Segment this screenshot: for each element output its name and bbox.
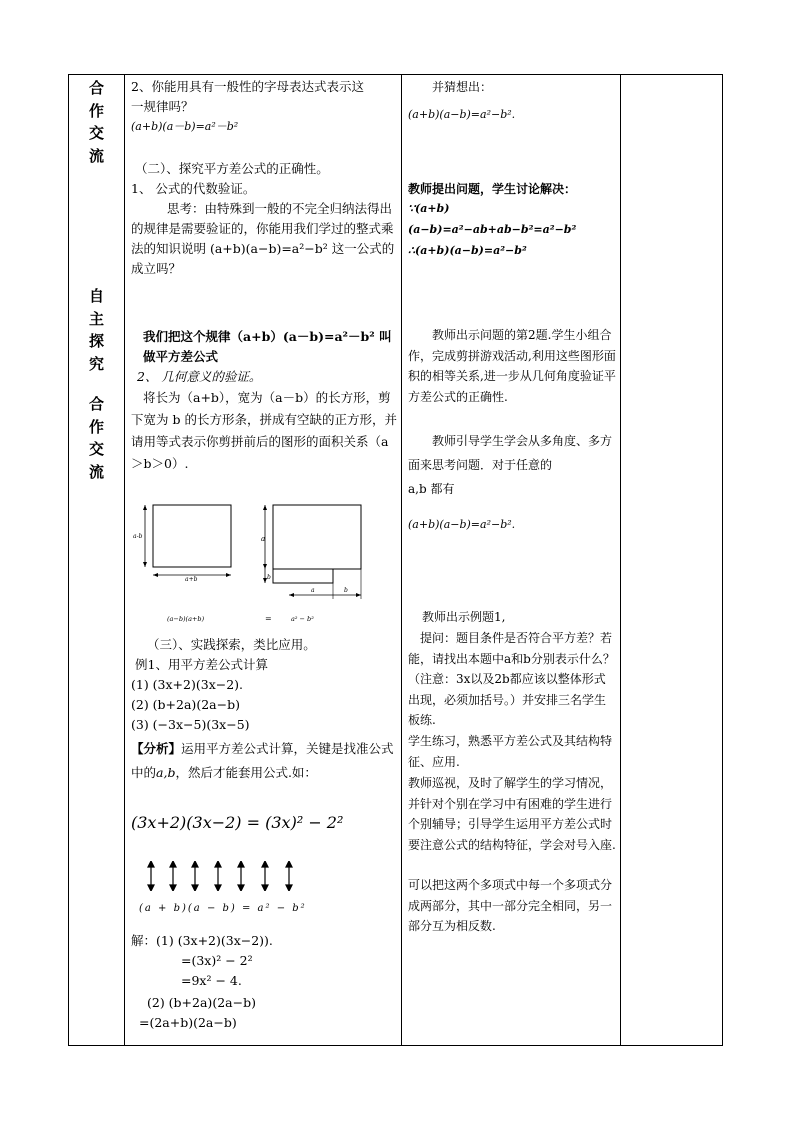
guess-title: 并猜想出： (432, 80, 493, 94)
fig-caption-right: a² − b² (291, 615, 314, 623)
teacher-ask: 提问：题目条件是否符合平方差？若能，请找出本题中a和b分别表示什么？（注意：3x以及2b都应该以整体形式出现，必须加括号。）并安排三名学生板练. (408, 631, 615, 727)
question-2-line1: 2、你能用具有一般性的字母表达式表示这 (131, 79, 364, 94)
formula-difference-squares: (a+b)(a－b)=a²－b² (131, 120, 239, 133)
solution-1-step-a: =(3x)² − 2² (181, 953, 253, 968)
teacher-activity-2: 教师出示问题的第2题.学生小组合作，完成剪拼游戏活动,利用这些图形面积的相等关系,进一步从几何角度验证平方差公式的正确性. (408, 328, 616, 404)
lesson-content-column (125, 75, 401, 1045)
fig-caption-left: (a−b)(a+b) (167, 615, 205, 623)
fig-label-left-side: a-b (133, 533, 143, 540)
fig-label-right-b: b (267, 574, 271, 581)
analysis-text: 【分析】运用平方差公式计算，关键是找准公式中的a,b，然后才能套用公式.如： (131, 741, 394, 780)
example-1-heading: 例1、用平方差公式计算 (135, 657, 268, 672)
formula-general: (a+b)(a−b)=a²−b². (408, 518, 516, 531)
teacher-question: 教师提出问题，学生讨论解决： (408, 182, 577, 196)
geometry-figures (131, 499, 401, 629)
proof-step-2: ∴(a+b)(a−b)=a²−b² (408, 244, 527, 257)
geometric-task: 将长为（a+b），宽为（a－b）的长方形，剪下宽为 b 的长方形条，拼成有空缺的正方形，并请用等式表示你剪拼前后的图形的面积关系（a＞b＞0）. (131, 390, 397, 471)
example-1-part-1: (1) (3x+2)(3x−2). (131, 677, 244, 692)
for-any-ab: a,b 都有 (408, 482, 455, 496)
stage-label-cooperate-top: 合 作 交 流 (88, 79, 104, 165)
solution-2: (2) (b+2a)(2a−b) (147, 995, 256, 1010)
fig-caption-equals: = (265, 614, 272, 623)
example-1-part-3: (3) (−3x−5)(3x−5) (131, 717, 250, 732)
activity-column (402, 75, 620, 1045)
stage-label-column (69, 75, 124, 1045)
example-presentation: 教师出示例题1, (422, 610, 506, 624)
notes-column (621, 75, 722, 1045)
fig-label-right-bottom-a: a (311, 587, 315, 594)
guess-formula: (a+b)(a−b)=a²−b². (408, 108, 516, 121)
law-definition: 我们把这个规律（a+b）(a－b)=a²－b² 叫做平方差公式 (143, 329, 392, 364)
student-practice: 学生练习，熟悉平方差公式及其结构特征、应用. (408, 734, 613, 769)
split-explanation: 可以把这两个多项式中每一个多项式分成两部分，其中一部分完全相同，另一部分互为相反数. (408, 878, 613, 933)
example-1-part-2: (2) (b+2a)(2a−b) (131, 697, 240, 712)
fig-label-right-a: a (261, 535, 266, 543)
question-2-line2: 一规律吗？ (131, 99, 194, 114)
correspondence-arrows (143, 861, 303, 891)
think-question: 思考：由特殊到一般的不完全归纳法得出的规律是需要验证的，你能用我们学过的整式乘法的知识说明 (a+b)(a−b)=a²−b² 这一公式的成立吗？ (131, 201, 395, 276)
solution-2-step-a: =(2a+b)(2a−b) (139, 1015, 237, 1030)
section-2-heading: （二）、探究平方差公式的正确性。 (135, 161, 329, 176)
section-3-heading: （三）、实践探索，类比应用。 (147, 637, 316, 652)
proof-step-1: ∵(a+b)(a−b)=a²−ab+ab−b²=a²−b² (408, 202, 577, 236)
algebraic-verification: 1、 公式的代数验证。 (131, 181, 256, 196)
solution-1-step-b: =9x² − 4. (181, 973, 242, 988)
solution-1: 解：(1) (3x+2)(3x−2)). (131, 933, 273, 948)
stage-label-explore: 自 主 探 究 合 作 交 流 (88, 287, 104, 481)
structure-formula: (a + b)(a − b) = a² − b² (139, 903, 307, 914)
teacher-patrol: 教师巡视，及时了解学生的学习情况，并针对个别在学习中有困难的学生进行个别辅导；引导学生运用平方差公式时要注意公式的结构特征，学会对号入座. (408, 776, 616, 852)
worked-formula: (3x+2)(3x−2) = (3x)² − 2² (131, 813, 344, 832)
teacher-guidance: 教师引导学生学会从多角度、多方面来思考问题．对于任意的 (408, 434, 613, 472)
geometric-verification: 2、 几何意义的验证。 (137, 369, 262, 384)
fig-label-left-bottom: a+b (185, 576, 198, 583)
lesson-table (68, 74, 723, 1046)
analysis-tag: 【分析】 (131, 741, 182, 756)
fig-label-right-bottom-b: b (344, 587, 348, 594)
